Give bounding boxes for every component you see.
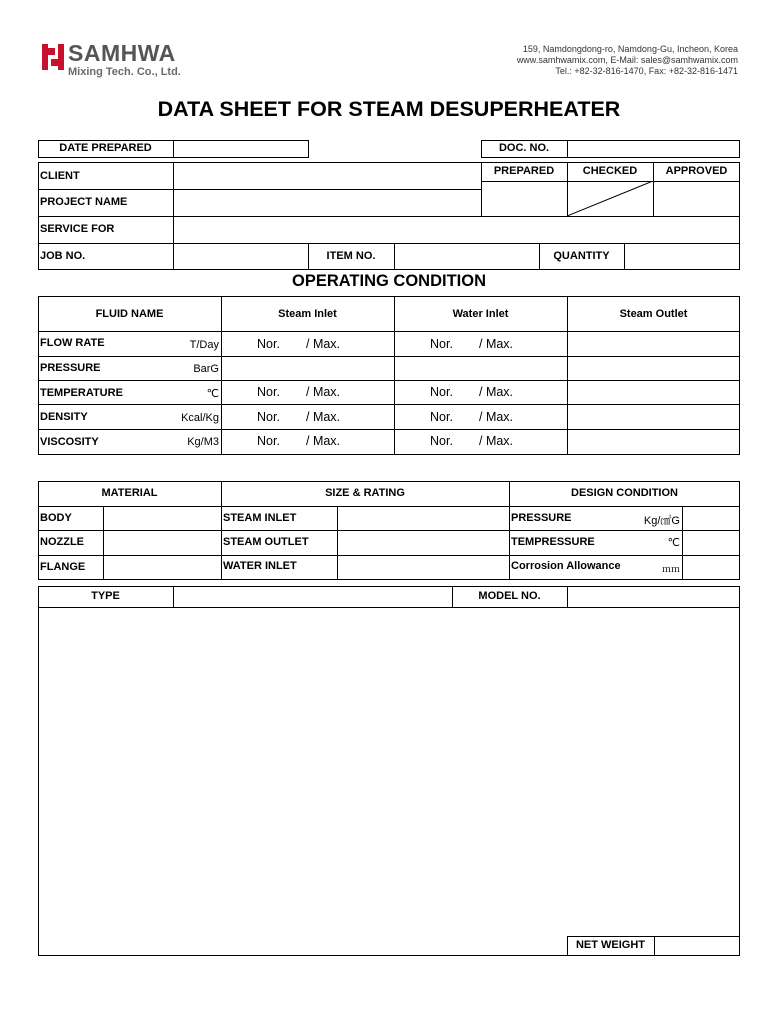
steam-inlet-nor: Nor. [257, 434, 280, 448]
prepared-signature-field[interactable] [482, 182, 567, 216]
water-inlet-max: / Max. [479, 385, 514, 399]
water-inlet-size-label: WATER INLET [223, 560, 297, 572]
water-inlet-nor: Nor. [430, 410, 453, 424]
row-label-temperature: TEMPERATURE [40, 387, 123, 399]
steam-inlet-max: / Max. [306, 337, 341, 351]
steam-inlet-max: / Max. [306, 434, 341, 448]
date-prepared-field[interactable] [174, 141, 308, 157]
item-no-label: ITEM NO. [326, 250, 376, 262]
approved-signature-field[interactable] [654, 182, 739, 216]
design-pressure-unit: Kg/㎠G [643, 515, 680, 527]
water-inlet-nor: Nor. [430, 337, 453, 351]
project-name-label: PROJECT NAME [40, 196, 128, 208]
steam-inlet-nor: Nor. [257, 337, 280, 351]
steam-inlet-max: / Max. [306, 385, 341, 399]
company-address: 159, Namdongdong-ro, Namdong-Gu, Incheon, Korea [522, 44, 738, 54]
unit-flow-rate: T/Day [189, 339, 219, 351]
steam-inlet-nor: Nor. [257, 385, 280, 399]
row-label-flow-rate: FLOW RATE [40, 337, 105, 349]
water-inlet-max: / Max. [479, 410, 514, 424]
model-no-label: MODEL NO. [478, 590, 541, 602]
col-fluid-name: FLUID NAME [95, 308, 164, 320]
net-weight-field[interactable] [655, 937, 739, 955]
material-header: MATERIAL [101, 487, 158, 499]
type-field[interactable] [174, 587, 452, 607]
body-label: BODY [40, 512, 72, 524]
water-inlet-size-field[interactable] [338, 556, 509, 579]
approved-label: APPROVED [665, 165, 728, 177]
unit-temperature: ℃ [206, 388, 219, 400]
col-steam-inlet: Steam Inlet [278, 308, 337, 320]
steam-inlet-size-field[interactable] [338, 507, 509, 530]
prepared-label: PREPARED [493, 165, 555, 177]
design-condition-header: DESIGN CONDITION [571, 487, 678, 499]
client-field[interactable] [174, 163, 480, 189]
service-for-field[interactable] [174, 217, 739, 243]
corrosion-allowance-unit: ｍｍ [661, 564, 680, 574]
operating-condition-heading: OPERATING CONDITION [291, 272, 487, 290]
water-inlet-nor: Nor. [430, 434, 453, 448]
brand-subtitle: Mixing Tech. Co., Ltd. [68, 66, 181, 78]
flange-material-field[interactable] [104, 556, 221, 579]
unit-density: Kcal/Kg [181, 412, 219, 424]
drawing-area [38, 586, 740, 956]
design-pressure-label: PRESSURE [511, 512, 572, 524]
model-no-field[interactable] [568, 587, 739, 607]
steam-outlet-size-label: STEAM OUTLET [223, 536, 309, 548]
client-label: CLIENT [40, 170, 80, 182]
net-weight-label: NET WEIGHT [575, 939, 646, 951]
water-inlet-nor: Nor. [430, 385, 453, 399]
quantity-field[interactable] [625, 244, 739, 270]
design-temperature-field[interactable] [683, 531, 739, 555]
col-water-inlet: Water Inlet [452, 308, 509, 320]
doc-no-field[interactable] [568, 141, 739, 157]
row-label-viscosity: VISCOSITY [40, 436, 99, 448]
job-no-label: JOB NO. [40, 250, 86, 262]
service-for-label: SERVICE FOR [40, 223, 115, 235]
nozzle-label: NOZZLE [40, 536, 84, 548]
doc-no-label: DOC. NO. [498, 142, 550, 154]
nozzle-material-field[interactable] [104, 531, 221, 555]
checked-diagonal-slash [567, 181, 653, 216]
unit-pressure: BarG [193, 363, 219, 375]
company-logo [42, 44, 64, 70]
quantity-label: QUANTITY [553, 250, 610, 262]
water-inlet-max: / Max. [479, 337, 514, 351]
corrosion-allowance-label: Corrosion Allowance [511, 560, 621, 572]
type-label: TYPE [91, 590, 120, 602]
page-title: DATA SHEET FOR STEAM DESUPERHEATER [157, 97, 621, 121]
row-label-pressure: PRESSURE [40, 362, 101, 374]
size-rating-header: SIZE & RATING [325, 487, 405, 499]
flange-label: FLANGE [40, 561, 86, 573]
water-inlet-max: / Max. [479, 434, 514, 448]
checked-label: CHECKED [582, 165, 638, 177]
design-temperature-unit: ℃ [667, 537, 680, 549]
steam-inlet-nor: Nor. [257, 410, 280, 424]
row-label-density: DENSITY [40, 411, 88, 423]
unit-viscosity: Kg/M3 [187, 436, 219, 448]
steam-inlet-max: / Max. [306, 410, 341, 424]
company-tel-fax: Tel.: +82-32-816-1470, Fax: +82-32-816-1471 [555, 66, 738, 76]
job-no-field[interactable] [174, 244, 308, 270]
company-web-email: www.samhwamix.com, E-Mail: sales@samhwamix.com [516, 55, 738, 65]
date-prepared-label: DATE PREPARED [59, 142, 152, 154]
corrosion-allowance-field[interactable] [683, 556, 739, 579]
body-material-field[interactable] [104, 507, 221, 530]
brand-name: SAMHWA [68, 40, 176, 66]
project-name-field[interactable] [174, 190, 480, 216]
item-no-field[interactable] [395, 244, 539, 270]
steam-inlet-size-label: STEAM INLET [223, 512, 297, 524]
col-steam-outlet: Steam Outlet [619, 308, 688, 320]
design-pressure-field[interactable] [683, 507, 739, 530]
steam-outlet-size-field[interactable] [338, 531, 509, 555]
design-temperature-label: TEMPRESSURE [511, 536, 595, 548]
